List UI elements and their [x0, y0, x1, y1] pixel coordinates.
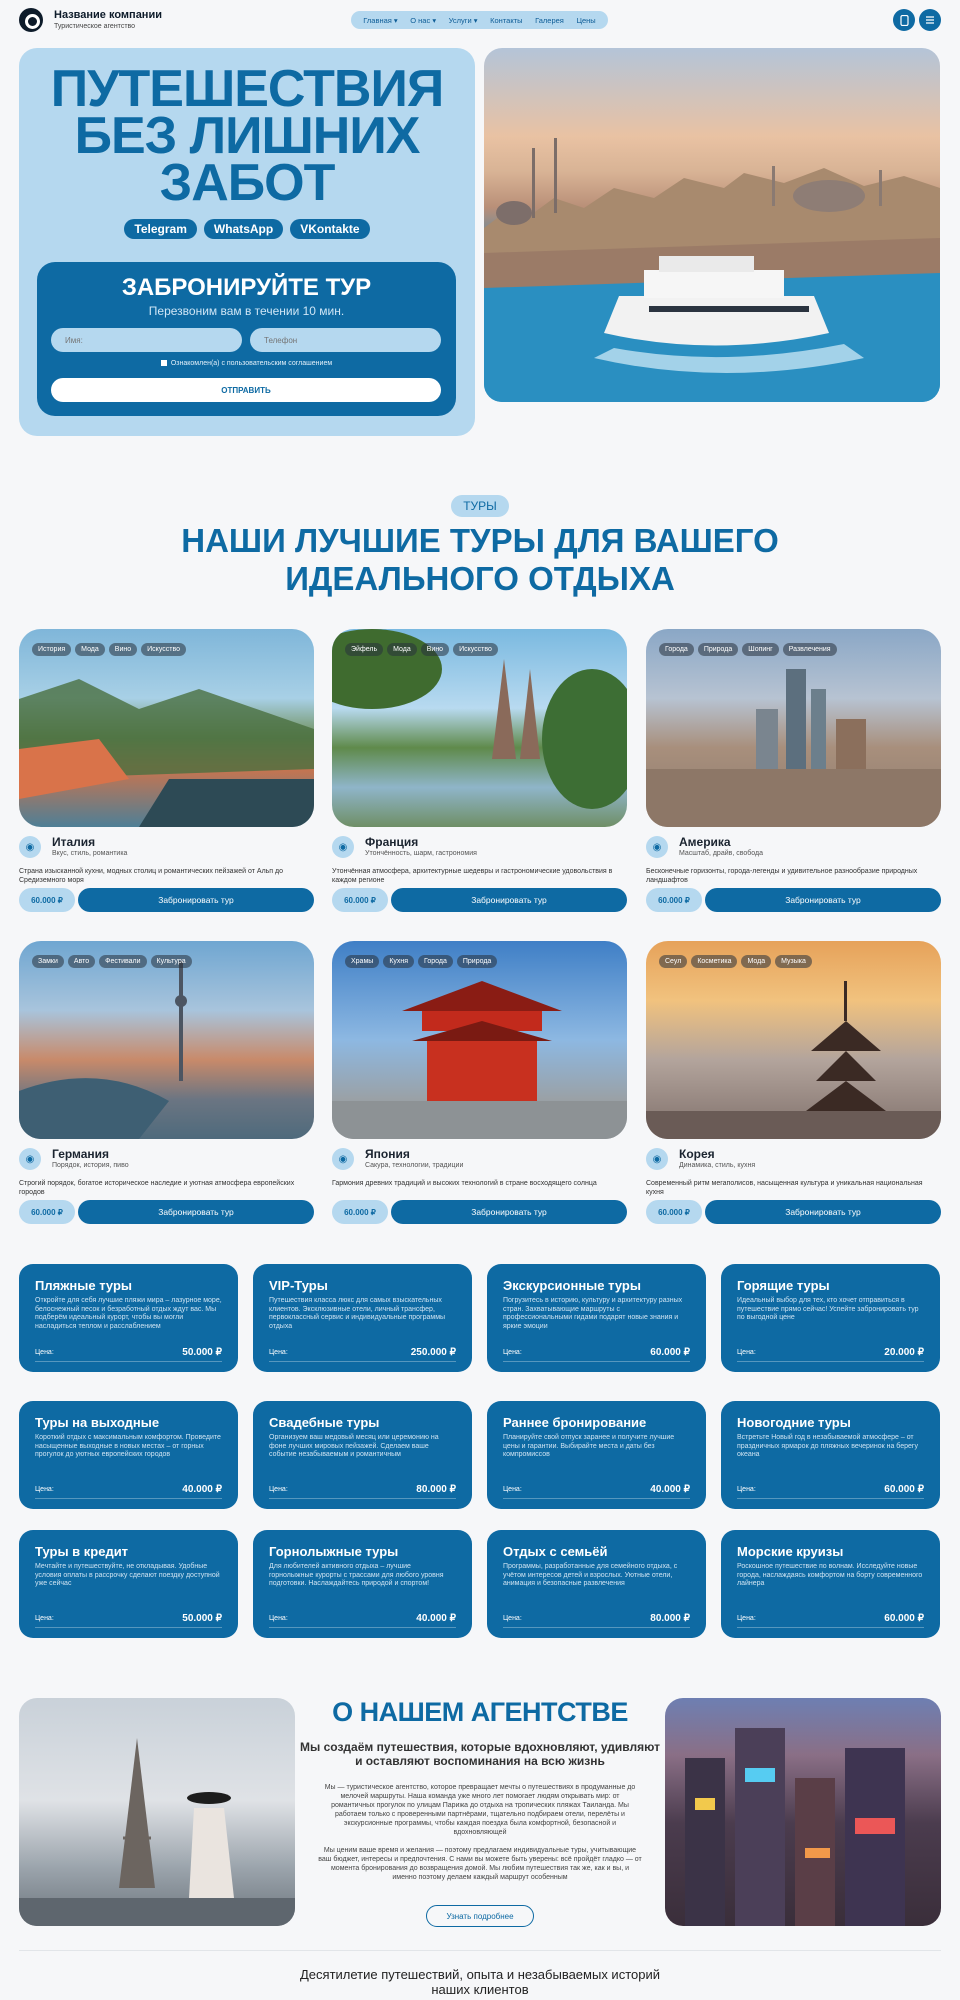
- submit-button[interactable]: ОТПРАВИТЬ: [51, 378, 441, 402]
- tour-tags: Города Природа Шопинг Развлечения: [659, 643, 837, 656]
- tour-subtitle: Порядок, история, пиво: [52, 1162, 129, 1169]
- tour-card: [19, 629, 314, 905]
- hero-title: ПУТЕШЕСТВИЯ БЕЗ ЛИШНИХ ЗАБОТ: [50, 60, 444, 212]
- category-card[interactable]: Туры на выходные Короткий отдых с максимальным комфортом. Проведите насыщенные выходные в новых местах – от горных прогулок до уютных европейских городов Цена: 40.000 ₽: [19, 1401, 238, 1509]
- category-card[interactable]: Туры в кредит Мечтайте и путешествуйте, не откладывая. Удобные условия оплаты в рассрочку сделают поездку доступной уже сейчас Цена: 50.000 ₽: [19, 1530, 238, 1638]
- tour-name: Корея: [679, 1147, 715, 1161]
- tour-subtitle: Вкус, стиль, романтика: [52, 850, 128, 857]
- tour-name: Германия: [52, 1147, 110, 1161]
- tour-card: [332, 941, 627, 1217]
- about-text: Мы — туристическое агентство, которое превращает мечты о путешествиях в продуманные до мелочей маршруты. Наша команда уже много лет помогает людям открывать мир: от романтичных прогулок по улицам Парижа до отдыха на тропических пляжах Таиланда. Мы работаем только с проверенными партнёрами, тщательно подбираем отели, перелёты и экскурсионные программы, чтобы каждая поездка была комфортной, безопасной и вдохновляющей Мы ценим ваше время и желания — поэтому предлагаем индивидуальные туры, учитывающие ваш бюджет, интересы и предпочтения. С нами вы можете быть уверены: всё пройдёт гладко — от момента бронирования до возвращения домой. Мы любим путешествия так же, как и вы, и именно поэтому делаем каждый маршрут особенным: [318, 1784, 642, 1881]
- tours-section-title: НАШИ ЛУЧШИЕ ТУРЫ ДЛЯ ВАШЕГО ИДЕАЛЬНОГО ОТДЫХА: [181, 522, 779, 597]
- tour-price: 60.000 ₽: [332, 1200, 388, 1224]
- phone-icon: [900, 15, 909, 26]
- category-card[interactable]: Свадебные туры Организуем ваш медовый месяц или церемонию на фоне лучших мировых пейзажей. Сделаем ваше событие незабываемым и романтичным Цена: 80.000 ₽: [253, 1401, 472, 1509]
- hero-panel: [19, 48, 475, 436]
- category-card[interactable]: Морские круизы Роскошное путешествие по волнам. Исследуйте новые города, наслаждаясь комфортом на борту современного лайнера Цена: 60.000 ₽: [721, 1530, 940, 1638]
- book-tour-button[interactable]: Забронировать тур: [391, 888, 627, 912]
- tour-subtitle: Динамика, стиль, кухня: [679, 1162, 756, 1169]
- tour-price: 60.000 ₽: [19, 888, 75, 912]
- category-card[interactable]: Отдых с семьёй Программы, разработанные для семейного отдыха, с учётом интересов детей и взрослых. Уютные отели, анимация и безопасные развлечения Цена: 80.000 ₽: [487, 1530, 706, 1638]
- book-tour-button[interactable]: Забронировать тур: [78, 888, 314, 912]
- nav-gallery[interactable]: Галерея: [535, 15, 564, 25]
- form-title: ЗАБРОНИРУЙТЕ ТУР: [121, 274, 372, 301]
- divider: [19, 1950, 941, 1951]
- book-tour-button[interactable]: Забронировать тур: [705, 1200, 941, 1224]
- tour-description: Утончённая атмосфера, архитектурные шедевры и гастрономические удовольствия в каждом регионе: [332, 868, 613, 884]
- about-title: О НАШЕМ АГЕНТСТВЕ: [332, 1697, 628, 1727]
- header: [0, 0, 960, 44]
- tour-name: Франция: [365, 835, 419, 849]
- location-pin-icon: ◉: [19, 836, 41, 858]
- about-image-paris: [19, 1698, 295, 1926]
- name-input[interactable]: [51, 328, 242, 352]
- social-links: [19, 219, 475, 239]
- tour-subtitle: Сакура, технологии, традиции: [365, 1162, 464, 1169]
- category-card[interactable]: Раннее бронирование Планируйте свой отпуск заранее и получите лучшие цены и гарантии. Выбирайте места и даты без компромиссов Цена: 40.000 ₽: [487, 1401, 706, 1509]
- tour-tags: История Мода Вино Искусство: [32, 643, 186, 656]
- main-nav: [351, 11, 608, 29]
- learn-more-button[interactable]: Узнать подробнее: [426, 1905, 534, 1927]
- tour-description: Строгий порядок, богатое историческое наследие и уютная атмосфера европейских городов: [19, 1180, 295, 1196]
- about-subtitle: Мы создаём путешествия, которые вдохновляют, удивляют и оставляют воспоминания на всю жизнь: [300, 1740, 660, 1768]
- tour-tags: Эйфель Мода Вино Искусство: [345, 643, 498, 656]
- location-pin-icon: ◉: [646, 836, 668, 858]
- istanbul-ship-illustration: [484, 48, 940, 402]
- checkbox-icon[interactable]: [161, 360, 167, 366]
- category-card[interactable]: Пляжные туры Откройте для себя лучшие пляжи мира – лазурное море, белоснежный песок и безработный отдых ждут вас. Мы подберём идеальный курорт, чтобы вы могли насладиться теплом и расслаблением Цена: 50.000 ₽: [19, 1264, 238, 1372]
- tour-tags: Сеул Косметика Мода Музыка: [659, 955, 812, 968]
- tour-description: Гармония древних традиций и высоких технологий в стране восходящего солнца: [332, 1180, 597, 1187]
- book-tour-button[interactable]: Забронировать тур: [391, 1200, 627, 1224]
- tours-pill: ТУРЫ: [451, 495, 509, 517]
- location-pin-icon: ◉: [19, 1148, 41, 1170]
- nav-services[interactable]: Услуги ▾: [448, 15, 478, 25]
- tour-description: Страна изысканной кухни, модных столиц и романтических пейзажей от Альп до Средиземного моря: [19, 868, 284, 884]
- tour-image[interactable]: [646, 629, 941, 827]
- tour-description: Современный ритм мегаполисов, насыщенная культура и уникальная национальная кухня: [646, 1180, 923, 1196]
- tour-price: 60.000 ₽: [646, 1200, 702, 1224]
- tour-card: [646, 941, 941, 1217]
- tour-name: Италия: [52, 835, 96, 849]
- category-card[interactable]: Горнолыжные туры Для любителей активного отдыха – лучшие горнолыжные курорты с трассами для любого уровня подготовки. Наслаждайтесь природой и спортом! Цена: 40.000 ₽: [253, 1530, 472, 1638]
- tour-name: Япония: [365, 1147, 410, 1161]
- tour-subtitle: Утончённость, шарм, гастрономия: [365, 850, 477, 857]
- hero-image: [484, 48, 940, 402]
- company-name: Название компании: [54, 9, 162, 21]
- about-image-city: [665, 1698, 941, 1926]
- consent-checkbox[interactable]: Ознакомлен(а) с пользовательским соглашением: [37, 360, 456, 367]
- company-subtitle: Туристическое агентство: [54, 23, 136, 30]
- nav-prices[interactable]: Цены: [576, 15, 596, 25]
- location-pin-icon: ◉: [332, 1148, 354, 1170]
- location-pin-icon: ◉: [646, 1148, 668, 1170]
- tour-card: [646, 629, 941, 905]
- experience-title: Десятилетие путешествий, опыта и незабываемых историй наших клиентов: [300, 1967, 660, 1997]
- form-subtitle: Перезвоним вам в течении 10 мин.: [148, 304, 345, 318]
- tour-image[interactable]: [332, 941, 627, 1139]
- tour-tags: Храмы Кухня Города Природа: [345, 955, 497, 968]
- phone-input[interactable]: [250, 328, 441, 352]
- whatsapp-link[interactable]: WhatsApp: [204, 219, 283, 239]
- tour-description: Бесконечные горизонты, города-легенды и удивительное разнообразие природных ландшафтов: [646, 868, 918, 884]
- tour-price: 60.000 ₽: [19, 1200, 75, 1224]
- tour-price: 60.000 ₽: [332, 888, 388, 912]
- category-card[interactable]: Экскурсионные туры Погрузитесь в историю, культуру и архитектуру разных стран. Захватывающие маршруты с профессиональными гидами подарят новые знания и яркие эмоции Цена: 60.000 ₽: [487, 1264, 706, 1372]
- logo-icon[interactable]: [19, 8, 43, 32]
- tour-image[interactable]: [646, 941, 941, 1139]
- tour-image[interactable]: [19, 941, 314, 1139]
- menu-icon: [925, 16, 935, 24]
- nav-contacts[interactable]: Контакты: [490, 15, 523, 25]
- telegram-link[interactable]: Telegram: [124, 219, 196, 239]
- tour-price: 60.000 ₽: [646, 888, 702, 912]
- category-card[interactable]: Новогодние туры Встретьте Новый год в незабываемой атмосфере – от праздничных ярмарок до пляжных вечеринок на берегу океана Цена: 60.000 ₽: [721, 1401, 940, 1509]
- category-card[interactable]: VIP-Туры Путешествия класса люкс для самых взыскательных клиентов. Эксклюзивные отели, личный трансфер, первоклассный сервис и индивидуальные программы отдыха Цена: 250.000 ₽: [253, 1264, 472, 1372]
- tour-image[interactable]: [332, 629, 627, 827]
- tour-card: [332, 629, 627, 905]
- phone-button[interactable]: [893, 9, 915, 31]
- nav-about[interactable]: О нас ▾: [410, 15, 437, 25]
- category-card[interactable]: Горящие туры Идеальный выбор для тех, кто хочет отправиться в путешествие прямо сейчас! Успейте забронировать тур по выгодной цене Цена: 20.000 ₽: [721, 1264, 940, 1372]
- tour-image[interactable]: [19, 629, 314, 827]
- book-tour-button[interactable]: Забронировать тур: [705, 888, 941, 912]
- tour-name: Америка: [679, 835, 731, 849]
- tour-tags: Замки Авто Фестивали Культура: [32, 955, 192, 968]
- tour-subtitle: Масштаб, драйв, свобода: [679, 850, 763, 857]
- menu-button[interactable]: [919, 9, 941, 31]
- location-pin-icon: ◉: [332, 836, 354, 858]
- nav-home[interactable]: Главная ▾: [363, 15, 398, 25]
- book-tour-button[interactable]: Забронировать тур: [78, 1200, 314, 1224]
- tour-card: [19, 941, 314, 1217]
- booking-form: [37, 262, 456, 416]
- vkontakte-link[interactable]: VKontakte: [290, 219, 369, 239]
